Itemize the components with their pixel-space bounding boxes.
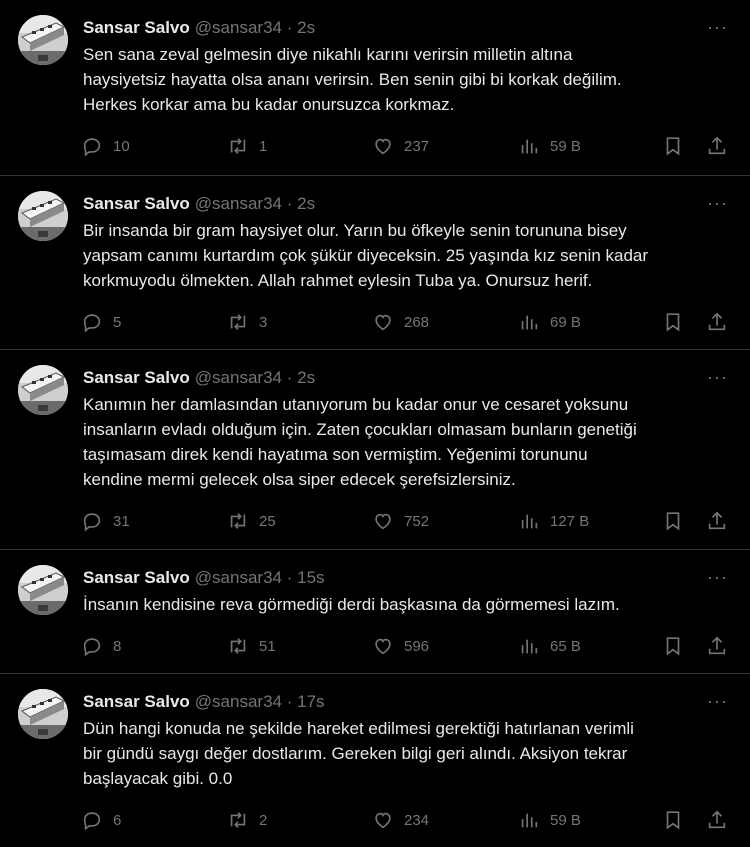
tweet-text: Bir insanda bir gram haysiyet olur. Yarın bu öfkeyle senin torununa bisey yapsam canımı kurtardım çok şükür diyeceksin. 25 yaşında kız senin kadar korkmuyodu ölmekten. Allah rahmet eylesin Tuba ya. Onursuz herif. [83,221,649,290]
bookmark-icon [662,510,684,532]
bookmark-icon [662,635,684,657]
view-count: 69 B [550,313,581,331]
retweet-button[interactable] [227,631,276,661]
view-count: 65 B [550,637,581,655]
bookmark-icon [662,311,684,333]
reply-button[interactable] [81,506,130,536]
share-button[interactable] [706,506,728,536]
avatar[interactable] [18,191,68,241]
separator-dot: · [286,692,293,711]
share-button[interactable] [706,307,728,337]
retweet-button[interactable] [227,131,267,161]
views-icon [518,635,540,657]
heart-icon [372,510,394,532]
views-button[interactable] [518,506,589,536]
separator-dot: · [286,18,293,37]
tweet-text: Sen sana zeval gelmesin diye nikahlı karını verirsin milletin altına haysiyetsiz hayatta olsa ananı verirsin. Ben senin gibi bi korkak değilim. Herkes korkar ama bu kadar onursuzca korkmaz. [83,45,622,114]
action-bar [0,131,750,161]
avatar[interactable] [18,565,68,615]
reply-count: 10 [113,137,130,155]
tweet-text: Kanımın her damlasından utanıyorum bu kadar onur ve cesaret yoksunu insanların evladı olduğum için. Zaten çocukları olmasam bunların genetiği taşımasam direk kendi hayatıma son vermiştim. Yeğenimi torununu kendine mermi gelecek olsa siper edecek şerefsizlersiniz. [83,395,637,489]
separator-dot: · [286,194,293,213]
timestamp[interactable]: 15s [297,568,325,587]
bookmark-button[interactable] [662,506,684,536]
tweet-header [83,691,325,713]
reply-count: 31 [113,512,130,530]
retweet-icon [227,311,249,333]
reply-icon [81,635,103,657]
share-icon [706,510,728,532]
bookmark-icon [662,135,684,157]
avatar[interactable] [18,365,68,415]
views-button[interactable] [518,805,581,835]
username[interactable]: @sansar34 [194,18,282,37]
action-bar [0,631,750,661]
separator-dot: · [286,368,293,387]
tweet-header [83,567,325,589]
reply-icon [81,510,103,532]
views-icon [518,809,540,831]
tweet-header [83,193,315,215]
action-bar [0,307,750,337]
more-icon[interactable]: ··· [707,17,728,37]
tweet[interactable] [0,350,750,550]
share-icon [706,809,728,831]
reply-icon [81,809,103,831]
share-button[interactable] [706,631,728,661]
separator-dot: · [286,568,293,587]
heart-icon [372,809,394,831]
views-button[interactable] [518,631,581,661]
views-icon [518,510,540,532]
bookmark-button[interactable] [662,131,684,161]
avatar-image [18,191,68,241]
view-count: 127 B [550,512,590,530]
retweet-icon [227,809,249,831]
timestamp[interactable]: 2s [297,18,316,37]
display-name[interactable]: Sansar Salvo [83,368,190,387]
username[interactable]: @sansar34 [194,692,282,711]
timestamp[interactable]: 2s [297,368,316,387]
tweet[interactable] [0,674,750,847]
timestamp[interactable]: 2s [297,194,316,213]
retweet-count: 25 [259,512,276,530]
like-count: 596 [404,637,430,655]
avatar[interactable] [18,15,68,65]
more-icon[interactable]: ··· [707,691,728,711]
like-button[interactable] [372,631,429,661]
view-count: 59 B [550,811,581,829]
like-count: 268 [404,313,430,331]
retweet-count: 3 [259,313,268,331]
tweet-text: Dün hangi konuda ne şekilde hareket edilmesi gerektiği hatırlanan verimli bir gündü saygı değer dostlarım. Gereken bilgi geri alındı. Aksiyon tekrar başlayacak gibi. 0.0 [83,719,634,788]
retweet-count: 1 [259,137,268,155]
more-icon[interactable]: ··· [707,567,728,587]
timestamp[interactable]: 17s [297,692,325,711]
heart-icon [372,135,394,157]
retweet-icon [227,510,249,532]
view-count: 59 B [550,137,581,155]
avatar[interactable] [18,689,68,739]
like-button[interactable] [372,506,429,536]
tweet[interactable] [0,550,750,674]
share-icon [706,135,728,157]
share-icon [706,635,728,657]
reply-count: 8 [113,637,122,655]
more-icon[interactable]: ··· [707,367,728,387]
display-name[interactable]: Sansar Salvo [83,692,190,711]
avatar-image [18,565,68,615]
avatar-image [18,365,68,415]
bookmark-icon [662,809,684,831]
reply-count: 6 [113,811,122,829]
display-name[interactable]: Sansar Salvo [83,194,190,213]
share-button[interactable] [706,805,728,835]
reply-button[interactable] [81,631,121,661]
reply-count: 5 [113,313,122,331]
like-button[interactable] [372,307,429,337]
tweet[interactable] [0,176,750,350]
heart-icon [372,311,394,333]
retweet-button[interactable] [227,805,267,835]
reply-icon [81,135,103,157]
retweet-icon [227,135,249,157]
action-bar [0,805,750,835]
like-button[interactable] [372,805,429,835]
retweet-icon [227,635,249,657]
views-icon [518,135,540,157]
tweet[interactable] [0,0,750,176]
username[interactable]: @sansar34 [194,194,282,213]
like-button[interactable] [372,131,429,161]
bookmark-button[interactable] [662,307,684,337]
share-button[interactable] [706,131,728,161]
avatar-image [18,689,68,739]
retweet-count: 51 [259,637,276,655]
reply-icon [81,311,103,333]
avatar-image [18,15,68,65]
tweet-header [83,17,315,39]
action-bar [0,506,750,536]
username[interactable]: @sansar34 [194,368,282,387]
views-button[interactable] [518,307,581,337]
retweet-button[interactable] [227,307,267,337]
retweet-count: 2 [259,811,268,829]
username[interactable]: @sansar34 [194,568,282,587]
reply-button[interactable] [81,805,121,835]
bookmark-button[interactable] [662,805,684,835]
display-name[interactable]: Sansar Salvo [83,568,190,587]
like-count: 237 [404,137,430,155]
heart-icon [372,635,394,657]
bookmark-button[interactable] [662,631,684,661]
tweet-text: İnsanın kendisine reva görmediği derdi başkasına da görmemesi lazım. [83,595,620,614]
like-count: 752 [404,512,430,530]
share-icon [706,311,728,333]
display-name[interactable]: Sansar Salvo [83,18,190,37]
reply-button[interactable] [81,307,121,337]
views-button[interactable] [518,131,581,161]
retweet-button[interactable] [227,506,276,536]
reply-button[interactable] [81,131,130,161]
more-icon[interactable]: ··· [707,193,728,213]
tweet-header [83,367,315,389]
views-icon [518,311,540,333]
like-count: 234 [404,811,430,829]
